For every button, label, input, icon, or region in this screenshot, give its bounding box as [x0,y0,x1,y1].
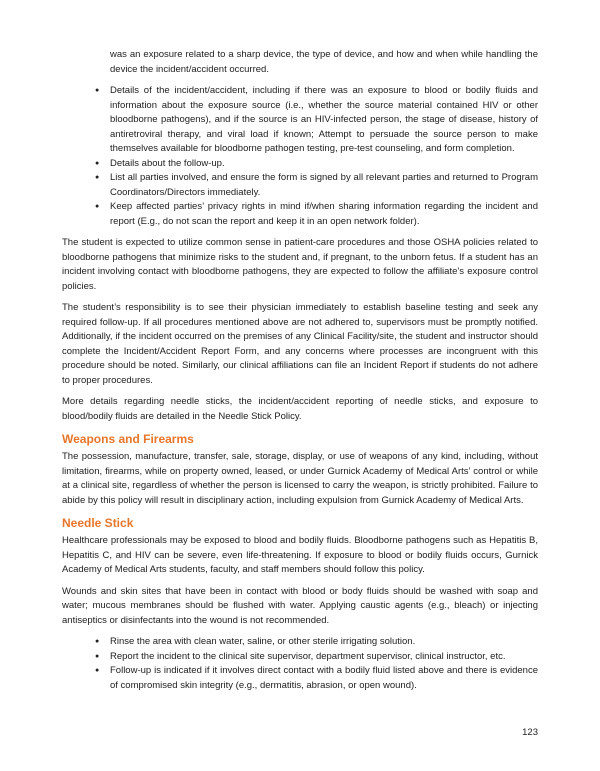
bullet-icon: ● [95,638,100,645]
needle-stick-bullet-list [62,635,538,693]
section-heading-needle-stick: Needle Stick [62,516,134,530]
bullet-icon: ● [95,174,100,181]
bullet-item-text: List all parties involved, and ensure the form is signed by all relevant parties and returned to Program Coordinators/Directors immediately. [110,172,538,198]
bullet-item-text: Keep affected parties’ privacy rights in mind if/when sharing information regarding the incident and report (E.g., do not scan the report and keep it in an open network folder). [110,201,538,227]
paragraph-weapons-policy: The possession, manufacture, transfer, sale, storage, display, or use of weapons of any kind, including, without limitation, firearms, while on property owned, leased, or under Gurnick Academy of Medical Arts’ control or while at a clinical site, regardless of whether the person is licensed to carry the weapon, is strictly prohibited. Failure to abide by this policy will result in disciplinary action, including expulsion from Gurnick Academy of Medical Arts. [62,451,538,506]
page-number: 123 [522,727,538,738]
bullet-item-text: Report the incident to the clinical site supervisor, department supervisor, clinical instructor, etc. [110,650,506,662]
bullet-icon: ● [95,203,100,210]
bullet-icon: ● [95,667,100,674]
bullet-icon: ● [95,159,100,167]
bullet-item [62,171,538,200]
section-heading-weapons-and-firearms: Weapons and Firearms [62,432,194,446]
bullet-icon: ● [95,652,100,660]
bullet-item [62,664,538,693]
bullet-item [62,84,538,157]
bullet-item-text: Details of the incident/accident, including if there was an exposure to blood or bodily fluids and information about the exposure source (i.e., whether the source material contained HIV or other bloodborne pathogens), and if the source is an HIV-infected person, the stage of disease, history of antiretroviral therapy, and viral load if known; Attempt to persuade the source person to make themselves available for bloodborne pathogen testing, pre-test counseling, and form completion. [110,85,538,154]
bullet-item [62,635,538,650]
bullet-item-text: Details about the follow-up. [110,157,225,169]
paragraph-wound-care: Wounds and skin sites that have been in contact with blood or body fluids should be washed with soap and water; mucous membranes should be flushed with water. Applying caustic agents (e.g., bleach) or injecting antiseptics or disinfectants into the wound is not recommended. [62,585,538,626]
bullet-item [62,157,538,172]
bullet-item [62,200,538,229]
paragraph-bloodborne-pathogens: Healthcare professionals may be exposed to blood and bodily fluids. Bloodborne pathogens such as Hepatitis B, Hepatitis C, and HIV can be severe, even life-threatening. If exposure to blood or bodily fluids occurs, Gurnick Academy of Medical Arts students, faculty, and staff members should follow this policy. [62,535,538,575]
bullet-icon: ● [95,87,100,94]
bullet-item-text: Rinse the area with clean water, saline, or other sterile irrigating solution. [110,636,416,647]
bullet-item [62,650,538,665]
paragraph-student-responsibility: The student’s responsibility is to see their physician immediately to establish baseline testing and seek any required follow-up. If all procedures mentioned above are not adhered to, supervisors must be promptly notified. Additionally, if the incident occurred on the premises of any Clinical Facility/site, the student and instructor should complete the Incident/Accident Report Form, and any concerns where processes are incongruent with this procedure should be noted. Similarly, our clinical affiliations can file an Incident Report if students do not adhere to proper procedures. [62,302,538,386]
paragraph-osha-common-sense: The student is expected to utilize common sense in patient-care procedures and those OSHA policies related to bloodborne pathogens that minimize risks to the student and, if pregnant, to the unborn fetus. If a student has an incident involving contact with bloodborne pathogens, they are expected to follow the affiliate’s exposure control policies. [62,237,538,292]
document-body [62,48,538,693]
bullet-item-text: Follow-up is indicated if it involves direct contact with a bodily fluid listed above and there is evidence of compromised skin integrity (e.g., dermatitis, abrasion, or open wound). [110,665,538,691]
bullet-item-continuation: was an exposure related to a sharp device, the type of device, and how and when while handling the device the incident/accident occurred. [110,49,538,75]
incident-report-bullet-list [62,48,538,229]
paragraph-needle-stick-reference: More details regarding needle sticks, the incident/accident reporting of needle sticks, and exposure to blood/bodily fluids are detailed in the Needle Stick Policy. [62,396,538,422]
